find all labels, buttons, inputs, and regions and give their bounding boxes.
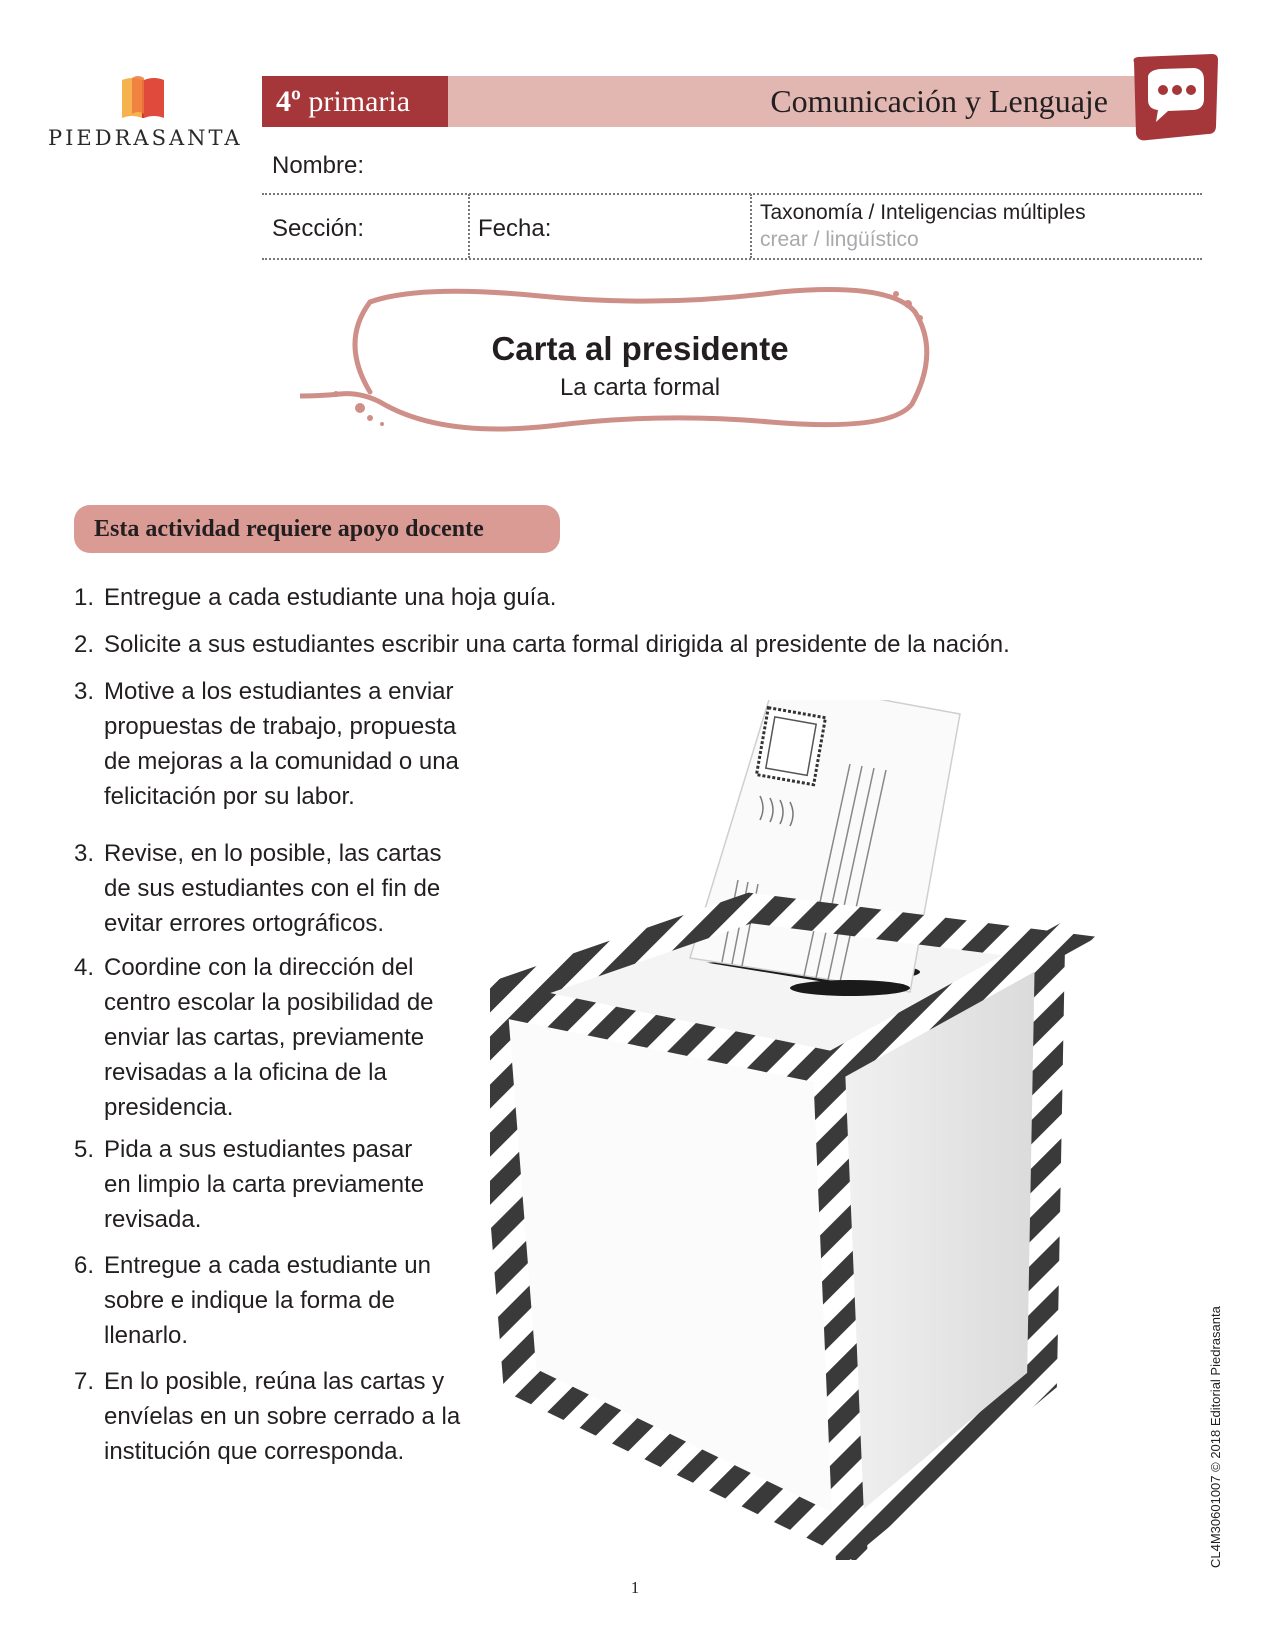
subject-title: Comunicación y Lenguaje xyxy=(448,76,1138,127)
instruction-text: en limpio la carta previamente xyxy=(104,1171,425,1198)
instruction-number: 1. xyxy=(74,584,95,611)
instruction-text: presidencia. xyxy=(104,1094,234,1121)
grade-level: primaria xyxy=(308,85,411,118)
instruction-text: evitar errores ortográficos. xyxy=(104,910,385,937)
title-speech-bubble xyxy=(300,282,980,462)
form-divider xyxy=(262,258,1202,260)
instruction-text: envíelas en un sobre cerrado a la xyxy=(104,1403,461,1430)
instruction-text: Entregue a cada estudiante un xyxy=(104,1252,431,1279)
instruction-text: revisadas a la oficina de la xyxy=(104,1059,387,1086)
instruction-text: Motive a los estudiantes a enviar xyxy=(104,678,454,705)
taxonomy-label: Taxonomía / Inteligencias múltiples xyxy=(760,201,1086,224)
speech-bubble-icon xyxy=(1128,54,1220,150)
form-divider xyxy=(468,194,470,258)
teacher-support-badge: Esta actividad requiere apoyo docente xyxy=(74,505,560,553)
instruction-text: Solicite a sus estudiantes escribir una carta formal dirigida al presidente de la nación. xyxy=(104,631,1010,658)
form-divider xyxy=(262,193,1202,195)
instruction-text: de sus estudiantes con el fin de xyxy=(104,875,441,902)
section-field-label: Sección: xyxy=(272,215,365,242)
instruction-text: revisada. xyxy=(104,1206,202,1233)
taxonomy-value: crear / lingüístico xyxy=(760,228,919,251)
publisher-logo xyxy=(48,74,243,164)
instruction-number: 4. xyxy=(74,954,95,981)
activity-subtitle: La carta formal xyxy=(559,374,721,401)
instruction-number: 3. xyxy=(74,678,95,705)
instruction-text: enviar las cartas, previamente xyxy=(104,1024,425,1051)
grade-number: 4º xyxy=(276,85,301,118)
instruction-text: Entregue a cada estudiante una hoja guía. xyxy=(104,584,557,611)
instruction-text: institución que corresponda. xyxy=(104,1438,405,1465)
name-field-label: Nombre: xyxy=(272,152,365,179)
instruction-text: llenarlo. xyxy=(104,1322,189,1349)
instruction-text: propuestas de trabajo, propuesta xyxy=(104,713,457,740)
instruction-text: centro escolar la posibilidad de xyxy=(104,989,434,1016)
instruction-text: Revise, en lo posible, las cartas xyxy=(104,840,442,867)
instruction-text: de mejoras a la comunidad o una xyxy=(104,748,459,775)
grade-label xyxy=(262,76,448,127)
instruction-text: Pida a sus estudiantes pasar xyxy=(104,1136,413,1163)
instruction-text: sobre e indique la forma de xyxy=(104,1287,395,1314)
copyright-code: CL4M30601007 © 2018 Editorial Piedrasanta xyxy=(1208,1306,1223,1568)
page-number: 1 xyxy=(630,1578,640,1597)
instruction-number: 5. xyxy=(74,1136,95,1163)
publisher-name: PIEDRASANTA xyxy=(48,126,243,150)
instruction-number: 3. xyxy=(74,840,95,867)
instruction-text: Coordine con la dirección del xyxy=(104,954,414,981)
instruction-text: felicitación por su labor. xyxy=(104,783,355,810)
instruction-number: 6. xyxy=(74,1252,95,1279)
book-logo-icon xyxy=(118,74,168,120)
ballot-box-illustration xyxy=(490,700,1110,1560)
instruction-number: 7. xyxy=(74,1368,95,1395)
date-field-label: Fecha: xyxy=(478,215,552,242)
activity-title: Carta al presidente xyxy=(491,330,789,367)
form-divider xyxy=(750,194,752,258)
instruction-text: En lo posible, reúna las cartas y xyxy=(104,1368,445,1395)
instruction-number: 2. xyxy=(74,631,95,658)
